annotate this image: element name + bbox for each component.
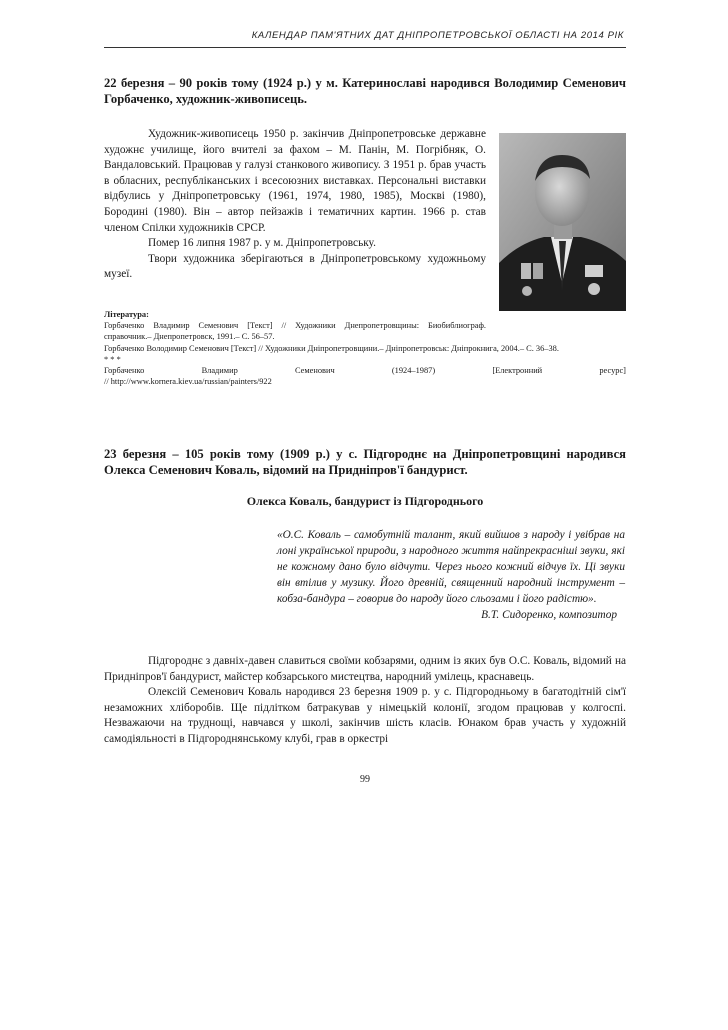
portrait-photo: [499, 133, 626, 311]
literature-title: Література:: [104, 310, 149, 319]
entry1-paragraph: Художник-живописець 1950 р. закінчив Дніпропетровське державне художнє училище, його вчителі за фахом – М. Панін, М. Погрібняк, О. Вандаловський. Працював у галузі станкового живопису. З 1951 р. брав участь в обласних, республіканських і всесоюзних виставках. Персональні виставки відбулись у Дніпропетровську (1961, 1974, 1980, 1985), Москві (1980), Бородині (1980). Він – автор пейзажів і тематичних картин. 1966 р. став членом Спілки художників СРСР.: [104, 128, 486, 234]
page-number: 99: [360, 774, 370, 785]
entry2-heading: 23 березня – 105 років тому (1909 р.) у с. Підгороднє на Дніпропетровщині народився Олекса Семенович Коваль, відомий на Придніпров'ї бандурист.: [104, 447, 626, 477]
reference-word: (1924–1987): [391, 366, 436, 376]
reference-url: // http://www.kornera.kiev.ua/russian/painters/922: [104, 377, 272, 387]
reference-word: Горбаченко: [104, 366, 145, 376]
reference-word: [Електронний: [492, 366, 543, 376]
entry1-heading-block: [104, 75, 626, 107]
entry2-heading-block: [104, 446, 626, 478]
reference-word: Владимир: [201, 366, 238, 376]
literature-item: Горбаченко Володимир Семенович [Текст] // Художники Дніпропетровщини.– Дніпропетровськ: Дніпрокнига, 2004.– С. 36–38.: [104, 343, 559, 353]
entry1-paragraph: Помер 16 липня 1987 р. у м. Дніпропетровську.: [148, 237, 376, 250]
entry1-paragraph: Твори художника зберігаються в Дніпропетровському художньому музеї.: [104, 252, 486, 281]
header-rule: [104, 47, 626, 48]
entry2-subtitle: Олекса Коваль, бандурист із Підгороднього: [246, 494, 484, 508]
epigraph-author: В.Т. Сидоренко, композитор: [481, 609, 617, 621]
entry2-paragraph: Підгороднє з давніх-давен славиться своїми кобзарями, одним із яких був О.С. Коваль, відомий на Придніпров'ї бандурист, майстер кобзарського мистецтва, народний умілець, краснавець.: [104, 655, 626, 683]
epigraph: [277, 527, 625, 623]
literature-separator: * * *: [104, 354, 121, 364]
literature-item: Горбаченко Владимир Семенович [Текст] // Художники Днепропетровщины: Биобиблиограф. справочник.– Днепропетровск, 1991.– С. 56–57.: [104, 321, 486, 342]
entry1-literature: [104, 309, 626, 387]
running-header: КАЛЕНДАР ПАМ'ЯТНИХ ДАТ ДНІПРОПЕТРОВСЬКОЇ ОБЛАСТІ НА 2014 РІК: [251, 30, 624, 41]
reference-word: Семенович: [294, 366, 335, 376]
entry1-heading: 22 березня – 90 років тому (1924 р.) у м. Катеринославі народився Володимир Семенович Горбаченко, художник-живописець.: [104, 76, 626, 106]
reference-word: ресурс]: [599, 366, 626, 376]
online-reference: [104, 365, 626, 376]
entry2-paragraph: Олексій Семенович Коваль народився 23 березня 1909 р. у с. Підгородньому в багатодітній сім'ї незаможних хліборобів. Ще підлітком батракував у німецькій колонії, згодом працював у колгоспі. Незважаючи на труднощі, навчався у школі, закінчив шість класів. Юнаком брав участь у художній самодіяльності в Підгороднянському клубі, грав в оркестрі: [104, 686, 626, 745]
epigraph-quote: «О.С. Коваль – самобутній талант, який вийшов з народу і увібрав на лоні української природи, з народного життя найпрекрасніші звуки, які не кожному дано було відчути. Через нього кожний відчув їх. Ці звуки він втілив у музику. Його древній, священний народний інструмент – кобза-бандура – говорив до народу його сльозами і його радістю».: [277, 529, 625, 605]
entry2-body: [104, 654, 626, 748]
entry1-biography: [104, 127, 486, 283]
